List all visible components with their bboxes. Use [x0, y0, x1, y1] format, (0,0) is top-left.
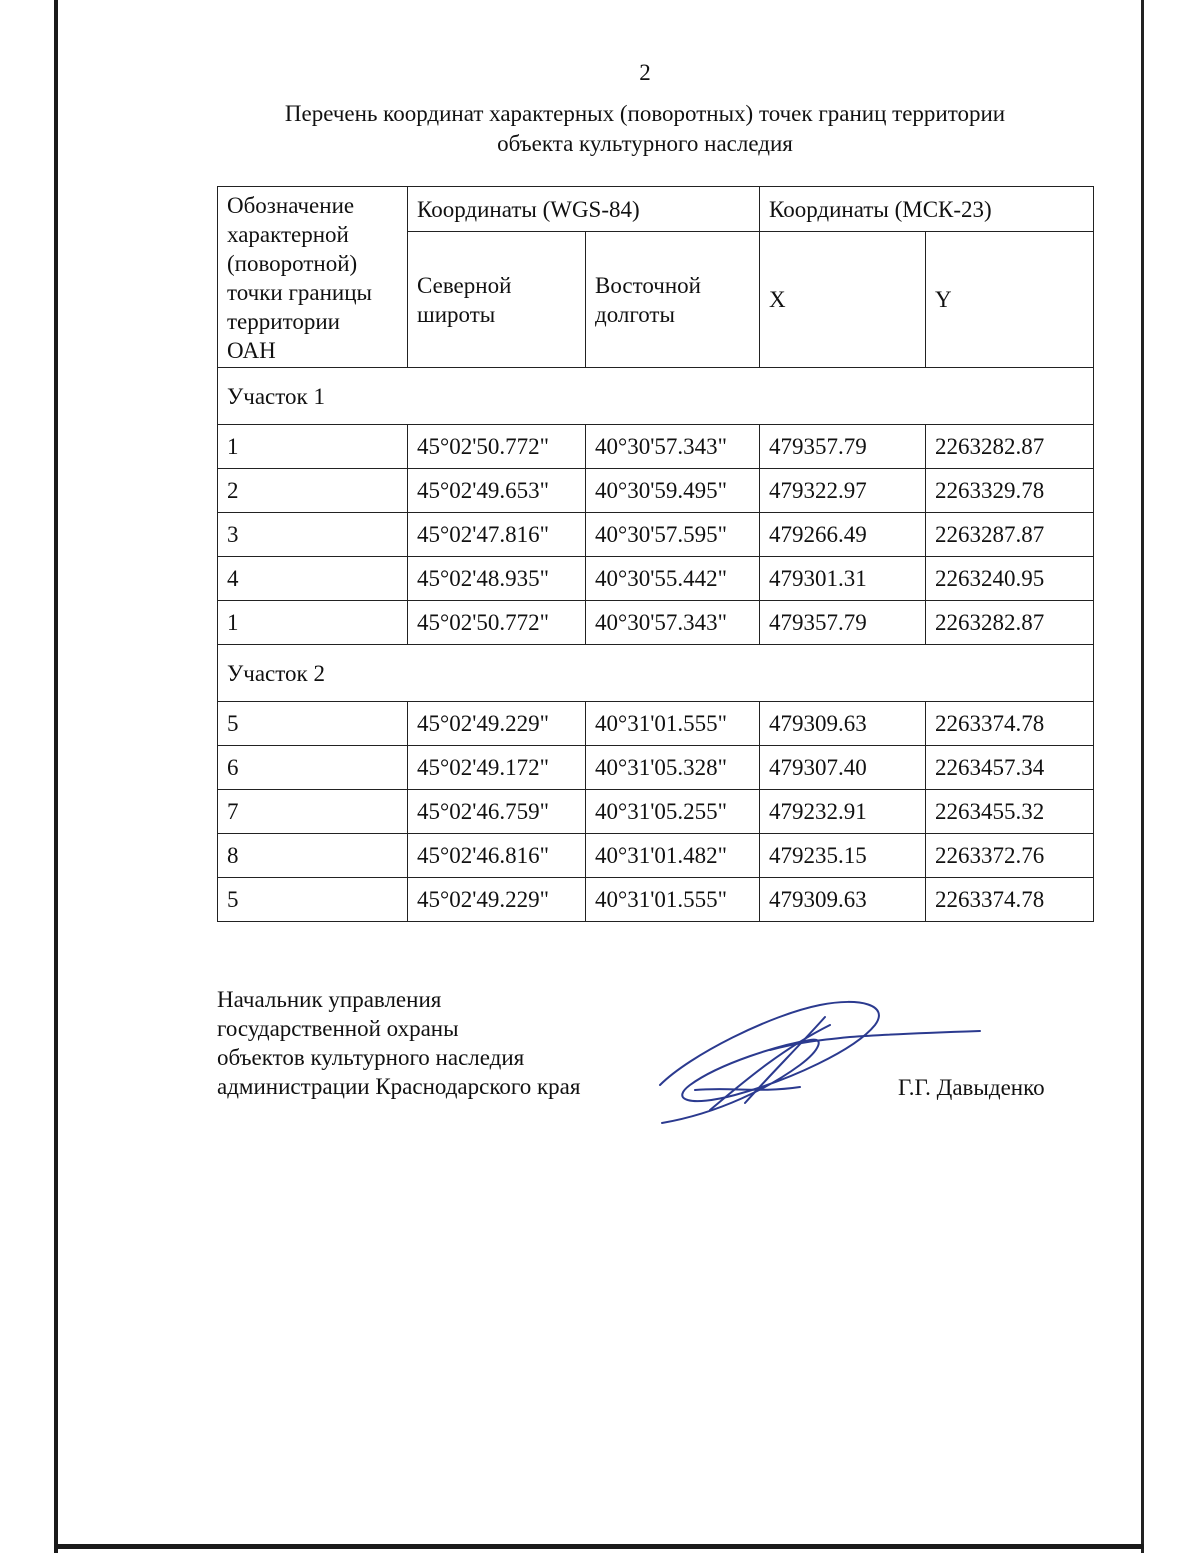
point-cell: 3 [218, 513, 408, 557]
y-cell: 2263455.32 [926, 790, 1094, 834]
x-cell: 479357.79 [760, 601, 926, 645]
position-line-2: государственной охраны [217, 1016, 459, 1041]
east-longitude-cell: 40°30'57.595" [586, 513, 760, 557]
north-latitude-cell: 45°02'49.229" [408, 702, 586, 746]
table-header-row [218, 187, 1094, 232]
y-cell: 2263372.76 [926, 834, 1094, 878]
point-cell: 2 [218, 469, 408, 513]
point-cell: 1 [218, 425, 408, 469]
wgs-group-header: Координаты (WGS-84) [408, 187, 760, 232]
north-latitude-cell: 45°02'49.172" [408, 746, 586, 790]
east-longitude-header: Восточной долготы [586, 232, 760, 368]
north-latitude-cell: 45°02'49.653" [408, 469, 586, 513]
east-longitude-cell: 40°30'57.343" [586, 425, 760, 469]
table-row [218, 601, 1094, 645]
point-cell: 5 [218, 702, 408, 746]
table-row [218, 702, 1094, 746]
page-number: 2 [639, 60, 651, 85]
x-cell: 479235.15 [760, 834, 926, 878]
east-longitude-cell: 40°31'05.255" [586, 790, 760, 834]
y-header: Y [926, 232, 1094, 368]
y-cell: 2263282.87 [926, 425, 1094, 469]
y-cell: 2263374.78 [926, 702, 1094, 746]
document-title [200, 99, 1090, 159]
section-title: Участок 2 [218, 645, 1094, 702]
north-latitude-cell: 45°02'46.816" [408, 834, 586, 878]
point-cell: 7 [218, 790, 408, 834]
position-line-1: Начальник управления [217, 987, 442, 1012]
section-title: Участок 1 [218, 368, 1094, 425]
east-longitude-cell: 40°30'59.495" [586, 469, 760, 513]
y-cell: 2263240.95 [926, 557, 1094, 601]
x-cell: 479357.79 [760, 425, 926, 469]
table-row [218, 557, 1094, 601]
table-row [218, 746, 1094, 790]
x-cell: 479232.91 [760, 790, 926, 834]
x-header: X [760, 232, 926, 368]
north-latitude-header: Северной широты [408, 232, 586, 368]
table-row [218, 878, 1094, 922]
east-longitude-cell: 40°30'55.442" [586, 557, 760, 601]
east-longitude-cell: 40°31'01.555" [586, 702, 760, 746]
x-cell: 479266.49 [760, 513, 926, 557]
y-cell: 2263287.87 [926, 513, 1094, 557]
section-row [218, 645, 1094, 702]
north-latitude-cell: 45°02'49.229" [408, 878, 586, 922]
document-title-line-1: Перечень координат характерных (поворотных) точек границ территории [284, 101, 1006, 126]
point-cell: 4 [218, 557, 408, 601]
point-cell: 8 [218, 834, 408, 878]
north-latitude-cell: 45°02'48.935" [408, 557, 586, 601]
scan-edge-right [1141, 0, 1144, 1553]
scan-edge-bottom [54, 1544, 1144, 1549]
signatory-position [217, 985, 580, 1101]
table-row [218, 513, 1094, 557]
table-row [218, 834, 1094, 878]
table-row [218, 425, 1094, 469]
north-latitude-cell: 45°02'46.759" [408, 790, 586, 834]
x-cell: 479322.97 [760, 469, 926, 513]
east-longitude-cell: 40°30'57.343" [586, 601, 760, 645]
y-cell: 2263329.78 [926, 469, 1094, 513]
position-line-3: объектов культурного наследия [217, 1045, 525, 1070]
east-longitude-cell: 40°31'01.482" [586, 834, 760, 878]
point-cell: 5 [218, 878, 408, 922]
handwritten-signature [650, 995, 990, 1125]
table-row [218, 790, 1094, 834]
east-longitude-cell: 40°31'01.555" [586, 878, 760, 922]
east-longitude-cell: 40°31'05.328" [586, 746, 760, 790]
x-cell: 479309.63 [760, 878, 926, 922]
y-cell: 2263282.87 [926, 601, 1094, 645]
table-row [218, 469, 1094, 513]
north-latitude-cell: 45°02'50.772" [408, 601, 586, 645]
document-title-line-2: объекта культурного наследия [497, 131, 793, 156]
signer-name: Г.Г. Давыденко [898, 1075, 1045, 1100]
north-latitude-cell: 45°02'50.772" [408, 425, 586, 469]
point-cell: 6 [218, 746, 408, 790]
coordinates-table [217, 186, 1094, 922]
position-line-4: администрации Краснодарского края [217, 1074, 581, 1099]
y-cell: 2263457.34 [926, 746, 1094, 790]
north-latitude-cell: 45°02'47.816" [408, 513, 586, 557]
x-cell: 479301.31 [760, 557, 926, 601]
y-cell: 2263374.78 [926, 878, 1094, 922]
scan-edge-left [54, 0, 58, 1553]
x-cell: 479307.40 [760, 746, 926, 790]
x-cell: 479309.63 [760, 702, 926, 746]
point-label-header: Обозначение характерной (поворотной) точки границы территории ОАН [218, 187, 408, 368]
msk-group-header: Координаты (МСК-23) [760, 187, 1094, 232]
section-row [218, 368, 1094, 425]
point-cell: 1 [218, 601, 408, 645]
